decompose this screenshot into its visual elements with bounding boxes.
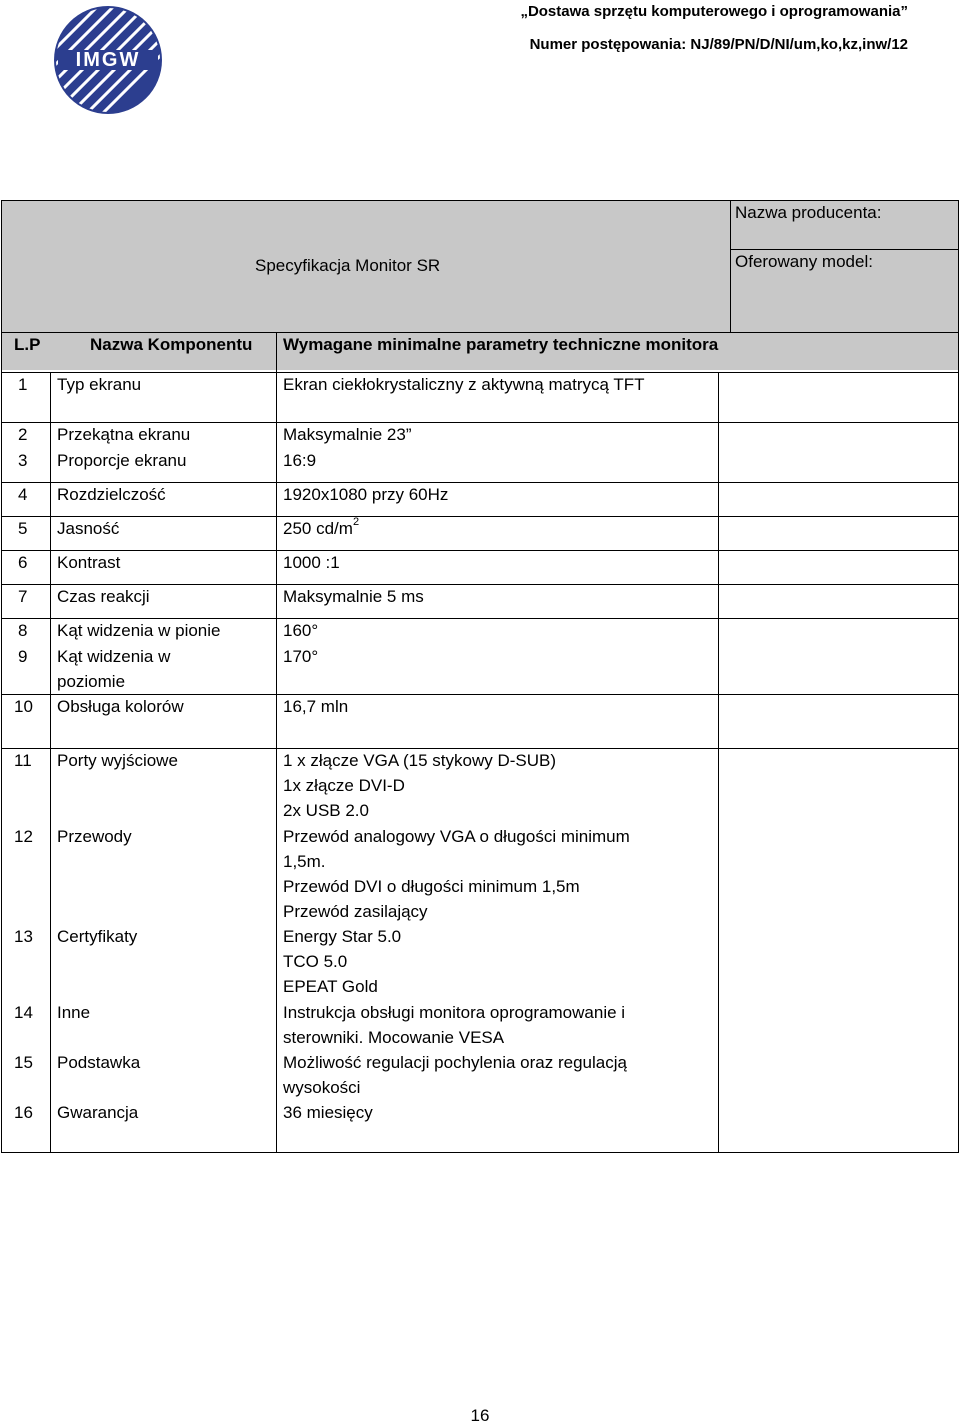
component-name: poziomie — [57, 672, 126, 691]
row-number: 16 — [14, 1103, 33, 1122]
row-number: 8 — [18, 621, 28, 640]
table-column-rule — [718, 372, 719, 1152]
row-number: 9 — [18, 647, 28, 666]
table-column-rule — [730, 200, 731, 332]
requirement-value: 16:9 — [283, 451, 317, 470]
component-name: Czas reakcji — [57, 587, 150, 606]
row-number: 13 — [14, 927, 33, 946]
row-number: 4 — [18, 485, 28, 504]
component-name: Podstawka — [57, 1053, 141, 1072]
component-name: Typ ekranu — [57, 375, 142, 394]
table-rule — [1, 332, 959, 333]
component-name: Gwarancja — [57, 1103, 139, 1122]
table-rule — [730, 249, 959, 250]
table-column-rule — [50, 372, 51, 1152]
table-border-left — [1, 200, 2, 1153]
requirement-value: sterowniki. Mocowanie VESA — [283, 1028, 505, 1047]
row-number: 10 — [14, 697, 33, 716]
requirement-value: 170° — [283, 647, 319, 666]
requirement-value: 1,5m. — [283, 852, 326, 871]
producer-label: Nazwa producenta: — [735, 203, 882, 222]
imgw-logo — [52, 4, 164, 116]
requirement-value: 160° — [283, 621, 319, 640]
requirement-value: Ekran ciekłokrystaliczny z aktywną matrycą TFT — [283, 375, 645, 394]
component-name: Jasność — [57, 519, 120, 538]
requirement-value: Możliwość regulacji pochylenia oraz regulacją — [283, 1053, 627, 1072]
requirement-value: 36 miesięcy — [283, 1103, 373, 1122]
row-number: 5 — [18, 519, 28, 538]
row-number: 15 — [14, 1053, 33, 1072]
component-name: Inne — [57, 1003, 91, 1022]
row-number: 2 — [18, 425, 28, 444]
requirement-value: Instrukcja obsługi monitora oprogramowanie i — [283, 1003, 626, 1022]
requirement-value: 1x złącze DVI-D — [283, 776, 405, 795]
requirement-value: Przewód zasilający — [283, 902, 428, 921]
row-number: 1 — [18, 375, 28, 394]
requirement-value: Energy Star 5.0 — [283, 927, 402, 946]
row-number: 12 — [14, 827, 33, 846]
component-name: Kąt widzenia w pionie — [57, 621, 221, 640]
row-number: 11 — [14, 751, 32, 770]
requirement-value: 1920x1080 przy 60Hz — [283, 485, 449, 504]
row-number: 6 — [18, 553, 28, 572]
logo-text: IMGW — [75, 49, 141, 71]
requirement-value: wysokości — [283, 1078, 361, 1097]
document-title: „Dostawa sprzętu komputerowego i oprogramowania” — [520, 3, 908, 20]
requirement-value: 2x USB 2.0 — [283, 801, 369, 820]
component-name: Kąt widzenia w — [57, 647, 171, 666]
component-name: Przekątna ekranu — [57, 425, 191, 444]
requirement-value: 1000 :1 — [283, 553, 340, 572]
requirement-value: EPEAT Gold — [283, 977, 378, 996]
requirement-value: Przewód analogowy VGA o długości minimum — [283, 827, 630, 846]
table-rule — [1, 516, 959, 517]
requirement-value: 16,7 mln — [283, 697, 349, 716]
column-header-requirements: Wymagane minimalne parametry techniczne monitora — [283, 335, 719, 354]
component-name: Przewody — [57, 827, 132, 846]
component-name: Porty wyjściowe — [57, 751, 178, 770]
component-name: Certyfikaty — [57, 927, 138, 946]
superscript: 2 — [352, 516, 360, 529]
row-number: 7 — [18, 587, 28, 606]
component-name: Obsługa kolorów — [57, 697, 184, 716]
table-border-right — [958, 200, 959, 1153]
component-name: Rozdzielczość — [57, 485, 166, 504]
column-header-component: Nazwa Komponentu — [90, 335, 253, 354]
column-header-lp: L.P — [14, 335, 41, 354]
requirement-value: TCO 5.0 — [283, 952, 348, 971]
table-rule — [1, 1152, 959, 1153]
table-rule — [1, 200, 959, 201]
component-name: Kontrast — [57, 553, 121, 572]
requirement-value: Maksymalnie 23” — [283, 425, 412, 444]
row-number: 14 — [14, 1003, 33, 1022]
component-name: Proporcje ekranu — [57, 451, 187, 470]
table-rule — [1, 550, 959, 551]
requirement-value: Przewód DVI o długości minimum 1,5m — [283, 877, 580, 896]
requirement-value: 250 $cd/m^2$ — [283, 516, 360, 538]
model-label: Oferowany model: — [735, 252, 873, 271]
case-number: Numer postępowania: NJ/89/PN/D/NI/um,ko,kz,inw/12 — [529, 36, 908, 53]
requirement-value: 1 x złącze VGA (15 stykowy D-SUB) — [283, 751, 557, 770]
page-number: 16 — [470, 1406, 490, 1425]
row-number: 3 — [18, 451, 28, 470]
table-column-rule — [276, 332, 277, 1152]
requirement-value: Maksymalnie 5 ms — [283, 587, 424, 606]
spec-title: Specyfikacja Monitor SR — [255, 256, 441, 275]
